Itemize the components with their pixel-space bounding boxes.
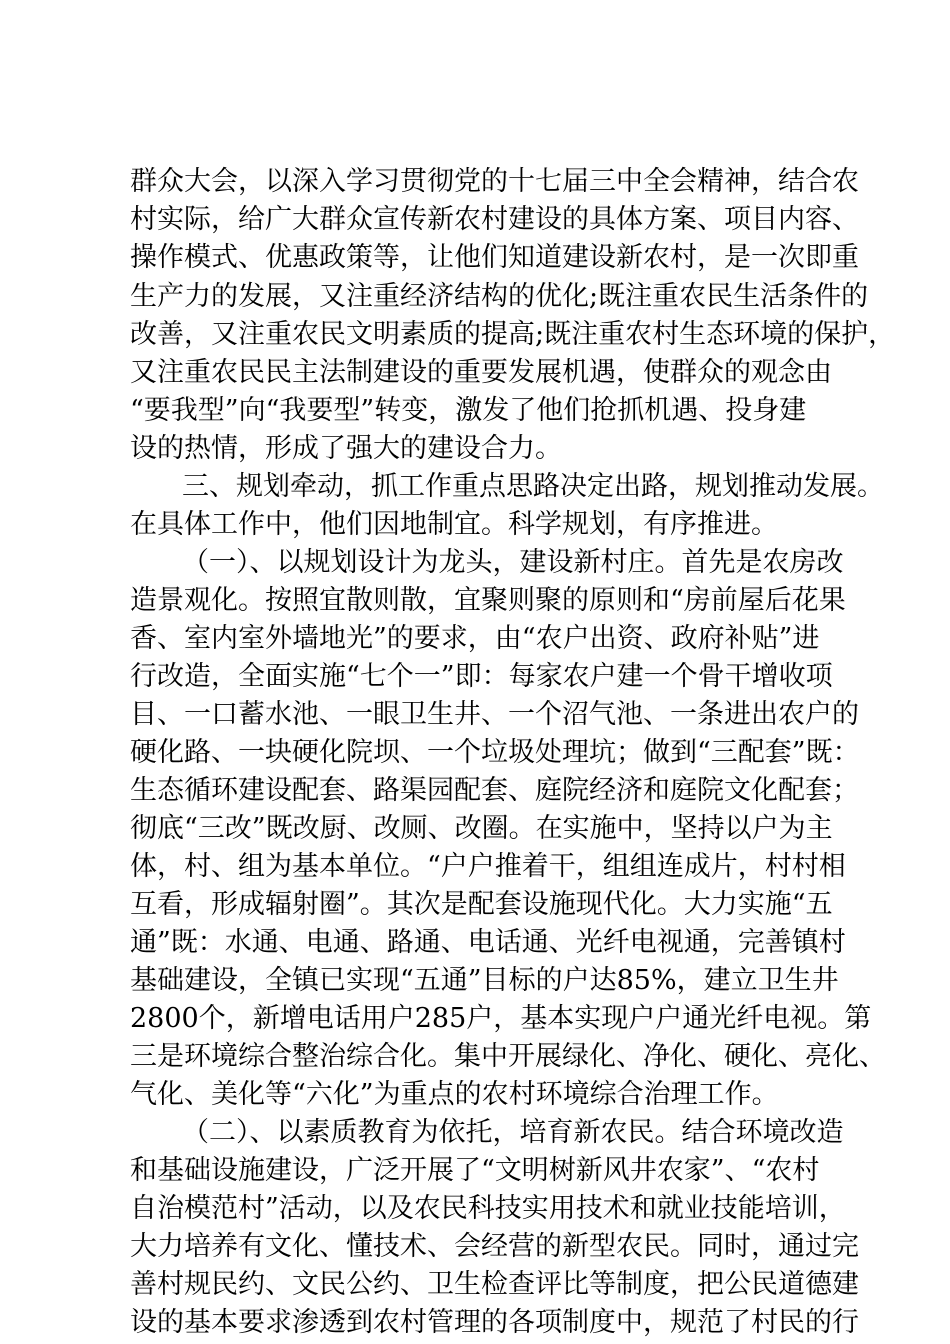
text-line-19: 体，村、组为基本单位。“户户推着干，组组连成片，村村相 <box>130 851 846 882</box>
text-line-23: 2800个，新增电话用户285户，基本实现户户通光纤电视。第 <box>130 1003 872 1034</box>
text-line-29: 大力培养有文化、懂技术、会经营的新型农民。同时，通过完 <box>130 1231 859 1262</box>
text-line-4: 生产力的发展，又注重经济结构的优化;既注重农民生活条件的 <box>130 281 869 312</box>
text-line-22: 基础建设，全镇已实现“五通”目标的户达85%，建立卫生井 <box>130 965 839 996</box>
text-line-18: 彻底“三改”既改厨、改厕、改圈。在实施中，坚持以户为主 <box>130 813 833 844</box>
text-line-27: 和基础设施建设，广泛开展了“文明树新风井农家”、“农村 <box>130 1155 820 1186</box>
text-line-1: 群众大会，以深入学习贯彻党的十七届三中全会精神，结合农 <box>130 166 859 197</box>
text-line-17: 生态循环建设配套、路渠园配套、庭院经济和庭院文化配套； <box>130 775 859 806</box>
text-line-16: 硬化路、一块硬化院坝、一个垃圾处理坑；做到“三配套”既： <box>130 737 860 768</box>
text-line-3: 操作模式、优惠政策等，让他们知道建设新农村，是一次即重 <box>130 242 859 273</box>
text-line-8: 设的热情，形成了强大的建设合力。 <box>130 433 562 464</box>
text-line-31: 设的基本要求渗透到农村管理的各项制度中，规范了村民的行 <box>130 1307 859 1338</box>
text-line-14: 行改造，全面实施“七个一”即：每家农户建一个骨干增收项 <box>130 661 833 692</box>
text-line-30: 善村规民约、文民公约、卫生检查评比等制度，把公民道德建 <box>130 1269 859 1300</box>
text-line-26: （二）、以素质教育为依托，培育新农民。结合环境改造 <box>182 1117 844 1148</box>
text-line-13: 香、室内室外墙地光”的要求，由“农户出资、政府补贴”进 <box>130 623 820 654</box>
text-line-9: 三、规划牵动，抓工作重点思路决定出路，规划推动发展。 <box>182 471 884 502</box>
text-line-5: 改善，又注重农民文明素质的提高;既注重农村生态环境的保护， <box>130 319 896 350</box>
text-line-11: （一）、以规划设计为龙头，建设新村庄。首先是农房改 <box>182 547 844 578</box>
text-line-25: 气化、美化等“六化”为重点的农村环境综合治理工作。 <box>130 1079 779 1110</box>
text-line-15: 目、一口蓄水池、一眼卫生井、一个沼气池、一条进出农户的 <box>130 699 859 730</box>
text-line-24: 三是环境综合整治综合化。集中开展绿化、净化、硬化、亮化、 <box>130 1041 886 1072</box>
text-line-7: “要我型”向“我要型”转变，激发了他们抢抓机遇、投身建 <box>130 395 807 426</box>
text-line-6: 又注重农民民主法制建设的重要发展机遇，使群众的观念由 <box>130 357 832 388</box>
text-line-20: 互看，形成辐射圈”。其次是配套设施现代化。大力实施“五 <box>130 889 833 920</box>
text-line-2: 村实际，给广大群众宣传新农村建设的具体方案、项目内容、 <box>130 204 859 235</box>
text-line-28: 自治模范村”活动，以及农民科技实用技术和就业技能培训， <box>130 1193 846 1224</box>
text-line-12: 造景观化。按照宜散则散，宜聚则聚的原则和“房前屋后花果 <box>130 585 846 616</box>
text-line-21: 通”既：水通、电通、路通、电话通、光纤电视通，完善镇村 <box>130 927 846 958</box>
text-line-10: 在具体工作中，他们因地制宜。科学规划，有序推进。 <box>130 509 778 540</box>
